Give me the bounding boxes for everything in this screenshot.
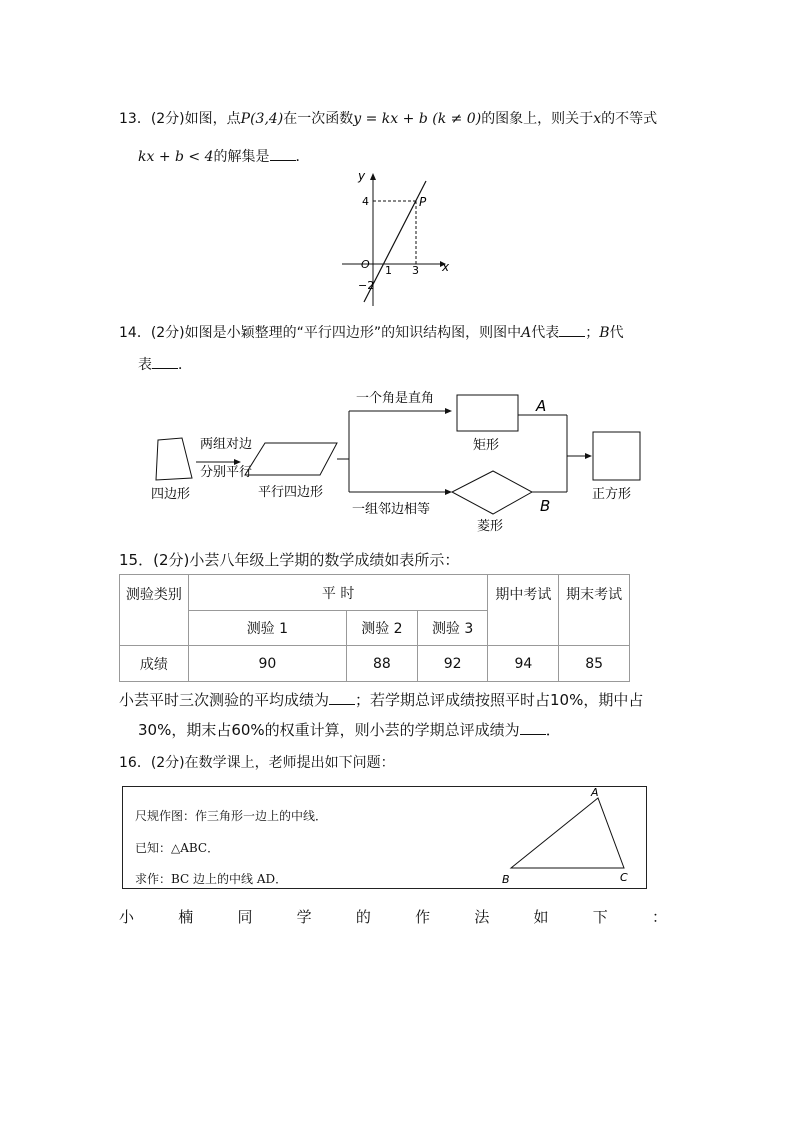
q16-method-line xyxy=(119,906,667,927)
method-char: 法 xyxy=(474,908,490,926)
y-axis-label: y xyxy=(358,169,366,183)
header-category: 测验类别 xyxy=(120,575,189,646)
square-shape xyxy=(593,432,640,480)
box-line-given: 已知：△ABC． xyxy=(135,841,220,855)
q14-b: B xyxy=(599,325,610,341)
tick-1: 1 xyxy=(385,264,392,277)
parallelogram-label: 平行四边形 xyxy=(258,485,324,500)
q14-answer-blank-a[interactable] xyxy=(559,324,585,337)
q14-end: ． xyxy=(178,357,192,373)
q15-text-a: 小芸平时三次测验的平均成绩为 xyxy=(119,691,330,709)
score-final: 85 xyxy=(559,646,630,682)
q16-problem-box xyxy=(122,786,647,889)
header-usual: 平 时 xyxy=(188,575,488,611)
table-row xyxy=(120,646,630,682)
q14-text-d: 表 xyxy=(138,357,152,373)
q14-a: A xyxy=(521,325,532,341)
header-test-1: 测验 1 xyxy=(188,611,346,646)
q13-text-c: 的图象上，则关于 xyxy=(481,111,594,127)
header-final: 期末考试 xyxy=(559,575,630,646)
box-line-task: 尺规作图：作三角形一边上的中线． xyxy=(135,809,328,823)
arrow-head-2 xyxy=(445,408,452,414)
row-label: 成绩 xyxy=(120,646,189,682)
tick-4: 4 xyxy=(362,195,369,208)
method-char: 如 xyxy=(533,908,549,926)
cond-parallel-line1: 两组对边 xyxy=(200,437,253,452)
method-char: 下 xyxy=(592,908,608,926)
q15-answer-blank-2[interactable] xyxy=(520,722,546,735)
square-label: 正方形 xyxy=(592,487,632,502)
y-axis-arrow xyxy=(370,173,376,180)
q13-var: x xyxy=(593,111,602,127)
q13-line1 xyxy=(119,108,657,128)
q15-text-b: ；若学期总评成绩按照平时占10%，期中占 xyxy=(355,691,644,709)
score-test-2: 88 xyxy=(347,646,418,682)
score-test-3: 92 xyxy=(417,646,488,682)
vertex-a-label: A xyxy=(591,787,599,799)
header-midterm: 期中考试 xyxy=(488,575,559,646)
score-test-1: 90 xyxy=(188,646,346,682)
q14-line1 xyxy=(119,322,624,342)
q13-answer-blank[interactable] xyxy=(270,148,296,161)
method-char: 小 xyxy=(119,908,135,926)
q13-line2 xyxy=(138,146,310,166)
arrow-head-4 xyxy=(585,453,592,459)
q15-line2 xyxy=(138,719,561,740)
triangle-abc xyxy=(498,787,643,888)
q13-text-d: 的不等式 xyxy=(601,111,658,127)
rectangle-shape xyxy=(457,395,518,431)
method-char: 楠 xyxy=(178,908,194,926)
rhombus-shape xyxy=(452,471,532,514)
origin-label: O xyxy=(361,258,370,271)
x-axis-label: x xyxy=(442,260,450,274)
quadrilateral-shape xyxy=(156,438,192,480)
q15-end: ． xyxy=(545,721,561,739)
q14-text-a: 14．(2分)如图是小颖整理的“平行四边形”的知识结构图，则图中 xyxy=(119,325,522,341)
q15-line1 xyxy=(119,689,643,710)
q13-text-a: 13．(2分)如图，点 xyxy=(119,111,241,127)
header-test-3: 测验 3 xyxy=(417,611,488,646)
tick-3: 3 xyxy=(412,264,419,277)
q13-end: ． xyxy=(295,149,310,165)
q15-answer-blank-1[interactable] xyxy=(329,692,355,705)
cond-adjacent-equal: 一组邻边相等 xyxy=(352,502,431,517)
method-char: ： xyxy=(651,908,667,926)
vertex-c-label: C xyxy=(620,871,628,884)
q13-inequality: kx + b < 4 xyxy=(138,149,214,165)
q15-title: 15．(2分)小芸八年级上学期的数学成绩如表所示： xyxy=(119,551,460,569)
q13-text-b: 在一次函数 xyxy=(283,111,354,127)
score-midterm: 94 xyxy=(488,646,559,682)
vertex-b-label: B xyxy=(502,873,510,886)
q14-sep: ； xyxy=(585,325,600,341)
q15-text-c: 30%，期末占60%的权重计算，则小芸的学期总评成绩为 xyxy=(138,721,520,739)
method-char: 作 xyxy=(415,908,431,926)
score-table xyxy=(119,574,630,682)
parallelogram-shape xyxy=(245,443,337,475)
tick-neg2: −2 xyxy=(358,279,375,292)
q14-answer-blank-b[interactable] xyxy=(152,356,178,369)
cond-parallel-line2: 分别平行 xyxy=(200,465,253,480)
method-char: 同 xyxy=(237,908,253,926)
method-char: 的 xyxy=(355,908,371,926)
q14-structure-diagram xyxy=(140,382,660,537)
diagram-label-b: B xyxy=(540,497,551,515)
q13-point: P(3,4) xyxy=(240,111,284,127)
q14-text-b: 代表 xyxy=(531,325,560,341)
q14-text-c: 代 xyxy=(609,325,624,341)
diagram-label-a: A xyxy=(536,397,547,415)
rhombus-label: 菱形 xyxy=(477,519,504,534)
point-p-label: P xyxy=(419,195,427,209)
box-line-construct: 求作：BC 边上的中线 AD． xyxy=(135,872,288,886)
rectangle-label: 矩形 xyxy=(473,438,500,453)
q13-text-e: 的解集是 xyxy=(213,149,270,165)
triangle-shape xyxy=(511,798,624,868)
q14-line2 xyxy=(138,354,192,374)
header-test-2: 测验 2 xyxy=(347,611,418,646)
quadrilateral-label: 四边形 xyxy=(151,487,191,502)
q13-graph xyxy=(340,168,455,308)
cond-right-angle: 一个角是直角 xyxy=(356,391,435,406)
q16-title: 16．(2分)在数学课上，老师提出如下问题： xyxy=(119,755,395,771)
q13-function: y = kx + b (k ≠ 0) xyxy=(353,111,482,127)
method-char: 学 xyxy=(296,908,312,926)
